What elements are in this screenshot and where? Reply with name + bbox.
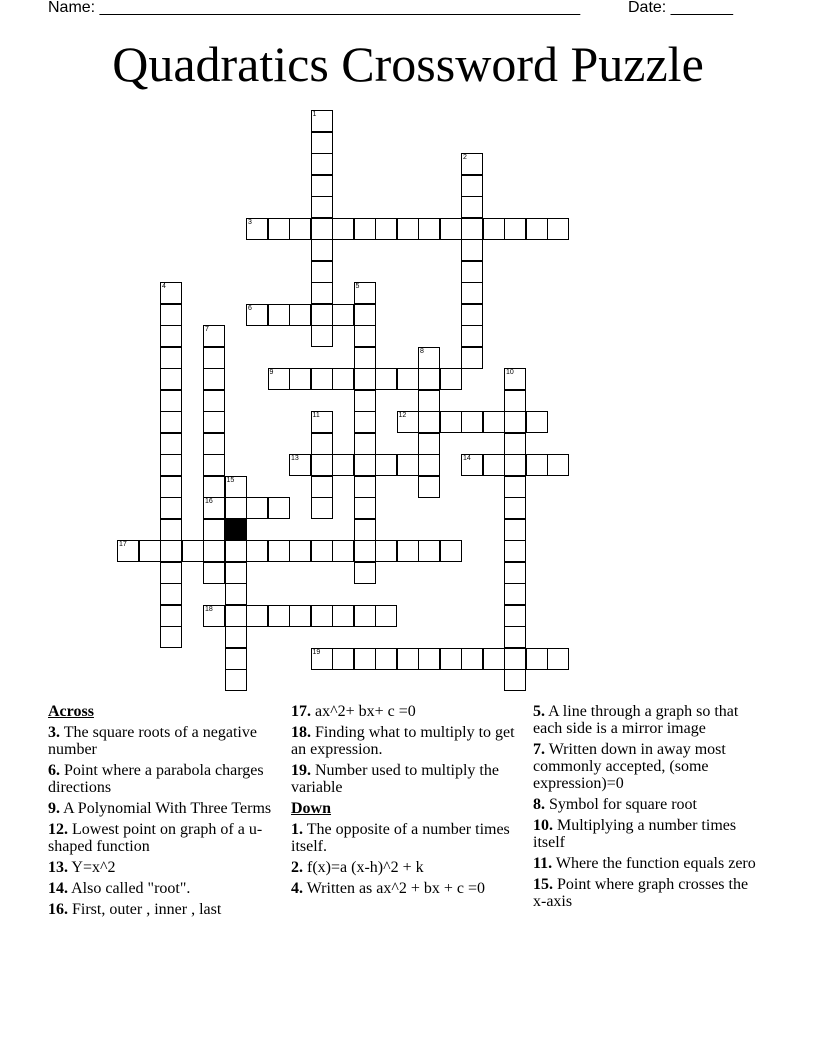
crossword-cell[interactable]: [375, 454, 397, 476]
clue-across: 6. Point where a parabola charges directions: [48, 762, 264, 796]
crossword-cell[interactable]: [160, 519, 182, 541]
crossword-cell[interactable]: [483, 218, 505, 240]
cell-number: 15: [226, 476, 235, 484]
cell-number: 4: [162, 283, 166, 290]
crossword-cell[interactable]: [203, 497, 225, 519]
crossword-cell[interactable]: [225, 605, 247, 627]
crossword-cell[interactable]: [504, 390, 526, 412]
cell-number: 12: [398, 412, 407, 419]
clue-across: 18. Finding what to multiply to get an expression.: [291, 724, 515, 758]
crossword-cell[interactable]: [483, 411, 505, 433]
crossword-cell[interactable]: [225, 540, 247, 562]
crossword-cell[interactable]: [311, 411, 333, 433]
crossword-cell[interactable]: [504, 476, 526, 498]
crossword-cell[interactable]: [461, 196, 483, 218]
cell-number: 1: [312, 111, 317, 118]
crossword-cell[interactable]: [504, 669, 526, 691]
crossword-cell[interactable]: [547, 454, 569, 476]
crossword-cell[interactable]: [160, 325, 182, 347]
crossword-cell[interactable]: [311, 454, 333, 476]
crossword-cell[interactable]: [397, 411, 419, 433]
crossword-cell[interactable]: [332, 304, 354, 326]
crossword-cell[interactable]: [203, 411, 225, 433]
crossword-cell[interactable]: [160, 368, 182, 390]
cell-number: 6: [248, 304, 252, 312]
crossword-cell[interactable]: [440, 368, 462, 390]
crossword-cell[interactable]: [160, 540, 182, 562]
crossword-cell[interactable]: [354, 562, 376, 584]
crossword-cell[interactable]: [311, 540, 333, 562]
clue-down: 5. A line through a graph so that each side is a mirror image: [533, 703, 739, 737]
crossword-cell[interactable]: [139, 540, 161, 562]
crossword-cell[interactable]: [483, 454, 505, 476]
crossword-cell[interactable]: [504, 562, 526, 584]
crossword-cell[interactable]: [225, 497, 247, 519]
crossword-cell[interactable]: [526, 218, 548, 240]
crossword-cell[interactable]: [483, 648, 505, 670]
crossword-cell[interactable]: [311, 110, 333, 132]
crossword-cell[interactable]: [268, 540, 290, 562]
crossword-cell[interactable]: [332, 648, 354, 670]
crossword-cell[interactable]: [289, 368, 311, 390]
clue-down: 11. Where the function equals zero: [533, 855, 756, 872]
crossword-cell[interactable]: [160, 347, 182, 369]
crossword-cell[interactable]: [354, 304, 376, 326]
clue-down: 10. Multiplying a number times itself: [533, 817, 737, 851]
crossword-cell[interactable]: [354, 519, 376, 541]
crossword-cell[interactable]: [504, 497, 526, 519]
crossword-cell[interactable]: [268, 497, 290, 519]
crossword-cell[interactable]: [225, 648, 247, 670]
crossword-cell[interactable]: [311, 153, 333, 175]
crossword-cell[interactable]: [289, 304, 311, 326]
crossword-cell[interactable]: [203, 562, 225, 584]
crossword-cell[interactable]: [246, 497, 268, 519]
crossword-cell[interactable]: [268, 368, 290, 390]
crossword-cell[interactable]: [418, 433, 440, 455]
cell-number: 5: [355, 283, 360, 290]
crossword-cell[interactable]: [332, 454, 354, 476]
crossword-cell[interactable]: [203, 605, 225, 627]
crossword-cell[interactable]: [311, 605, 333, 627]
clues-column-2: [291, 703, 516, 901]
crossword-cell[interactable]: [246, 304, 268, 326]
crossword-cell[interactable]: [311, 132, 333, 154]
crossword-cell[interactable]: [461, 347, 483, 369]
cell-number: 17: [119, 541, 127, 548]
crossword-cell[interactable]: [160, 626, 182, 648]
crossword-cell[interactable]: [289, 454, 311, 476]
cell-number: 19: [312, 648, 321, 656]
crossword-cell[interactable]: [418, 411, 440, 433]
crossword-cell[interactable]: [375, 540, 397, 562]
crossword-cell[interactable]: [504, 605, 526, 627]
crossword-cell[interactable]: [289, 218, 311, 240]
crossword-cell[interactable]: [375, 605, 397, 627]
cell-number: 9: [269, 369, 274, 376]
crossword-cell[interactable]: [160, 497, 182, 519]
crossword-cell[interactable]: [160, 282, 182, 304]
crossword-cell[interactable]: [268, 605, 290, 627]
crossword-cell[interactable]: [354, 347, 376, 369]
crossword-cell[interactable]: [397, 648, 419, 670]
crossword-cell[interactable]: [160, 390, 182, 412]
down-heading: Down: [291, 800, 332, 817]
crossword-cell[interactable]: [225, 476, 247, 498]
crossword-cell[interactable]: [203, 454, 225, 476]
crossword-cell[interactable]: [354, 433, 376, 455]
clues-column-3: [533, 703, 758, 914]
crossword-cell[interactable]: [526, 411, 548, 433]
cell-number: 3: [248, 218, 252, 226]
crossword-cell[interactable]: [311, 175, 333, 197]
crossword-cell[interactable]: [225, 626, 247, 648]
crossword-cell[interactable]: [375, 648, 397, 670]
crossword-cell[interactable]: [225, 562, 247, 584]
crossword-cell[interactable]: [504, 583, 526, 605]
across-heading: Across: [48, 703, 94, 720]
crossword-cell[interactable]: [440, 218, 462, 240]
crossword-cell[interactable]: [311, 325, 333, 347]
crossword-cell[interactable]: [160, 454, 182, 476]
crossword-cell[interactable]: [354, 648, 376, 670]
crossword-cell[interactable]: [504, 626, 526, 648]
crossword-cell[interactable]: [311, 282, 333, 304]
crossword-cell[interactable]: [246, 540, 268, 562]
crossword-cell[interactable]: [461, 282, 483, 304]
cell-number: 10: [506, 369, 514, 376]
crossword-cell[interactable]: [547, 218, 569, 240]
crossword-cell[interactable]: [418, 368, 440, 390]
clue-across: 9. A Polynomial With Three Terms: [48, 800, 272, 817]
crossword-cell[interactable]: [504, 411, 526, 433]
crossword-cell[interactable]: [203, 476, 225, 498]
crossword-cell[interactable]: [311, 368, 333, 390]
clue-across: 17. ax^2+ bx+ c =0: [291, 703, 416, 720]
crossword-cell[interactable]: [354, 368, 376, 390]
crossword-cell[interactable]: [160, 562, 182, 584]
crossword-cell[interactable]: [440, 540, 462, 562]
crossword-cell[interactable]: [160, 304, 182, 326]
cell-number: 2: [463, 154, 467, 161]
crossword-cell[interactable]: [117, 540, 139, 562]
crossword-cell[interactable]: [461, 304, 483, 326]
crossword-cell[interactable]: [311, 497, 333, 519]
crossword-cell[interactable]: [418, 648, 440, 670]
crossword-cell[interactable]: [160, 433, 182, 455]
crossword-cell[interactable]: [268, 304, 290, 326]
crossword-cell[interactable]: [354, 540, 376, 562]
crossword-cell[interactable]: [203, 347, 225, 369]
cell-number: 16: [205, 498, 213, 505]
crossword-cell[interactable]: [504, 540, 526, 562]
crossword-cell[interactable]: [182, 540, 204, 562]
clue-across: 19. Number used to multiply the variable: [291, 762, 499, 796]
crossword-cell[interactable]: [440, 411, 462, 433]
crossword-cell[interactable]: [160, 605, 182, 627]
clue-down: 8. Symbol for square root: [533, 796, 697, 813]
crossword-cell[interactable]: [418, 347, 440, 369]
crossword-cell[interactable]: [311, 218, 333, 240]
crossword-cell[interactable]: [332, 540, 354, 562]
crossword-cell[interactable]: [440, 648, 462, 670]
crossword-cell[interactable]: [461, 175, 483, 197]
crossword-cell[interactable]: [461, 218, 483, 240]
crossword-cell[interactable]: [418, 390, 440, 412]
crossword-cell[interactable]: [418, 540, 440, 562]
crossword-cell[interactable]: [397, 540, 419, 562]
crossword-cell[interactable]: [504, 433, 526, 455]
crossword-cell[interactable]: [246, 218, 268, 240]
cell-number: 11: [312, 412, 320, 419]
crossword-cell[interactable]: [354, 390, 376, 412]
crossword-cell[interactable]: [418, 218, 440, 240]
crossword-cell[interactable]: [461, 261, 483, 283]
crossword-cell[interactable]: [225, 669, 247, 691]
crossword-cell[interactable]: [504, 519, 526, 541]
crossword-cell[interactable]: [461, 411, 483, 433]
crossword-cell[interactable]: [418, 454, 440, 476]
cell-number: 18: [205, 605, 213, 613]
crossword-cell[interactable]: [311, 433, 333, 455]
crossword-cell[interactable]: [160, 411, 182, 433]
crossword-cell[interactable]: [354, 476, 376, 498]
clue-across: 13. Y=x^2: [48, 859, 116, 876]
crossword-cell[interactable]: [504, 368, 526, 390]
clue-across: 3. The square roots of a negative number: [48, 724, 257, 758]
crossword-cell[interactable]: [160, 583, 182, 605]
cell-number: 8: [420, 347, 424, 355]
crossword-cell[interactable]: [289, 605, 311, 627]
crossword-cell[interactable]: [203, 390, 225, 412]
crossword-cell[interactable]: [526, 454, 548, 476]
name-field: Name: ______________________________________________________: [48, 0, 581, 16]
black-cell: [225, 519, 247, 541]
crossword-cell[interactable]: [354, 454, 376, 476]
crossword-cell[interactable]: [203, 519, 225, 541]
cell-number: 7: [205, 326, 209, 333]
crossword-cell[interactable]: [504, 454, 526, 476]
crossword-cell[interactable]: [203, 368, 225, 390]
crossword-cell[interactable]: [311, 304, 333, 326]
clue-down: 1. The opposite of a number times itself.: [291, 821, 510, 855]
crossword-cell[interactable]: [397, 368, 419, 390]
clue-down: 7. Written down in away most commonly accepted, (some expression)=0: [533, 741, 726, 792]
crossword-cell[interactable]: [203, 325, 225, 347]
crossword-cell[interactable]: [289, 540, 311, 562]
clue-down: 2. f(x)=a (x-h)^2 + k: [291, 859, 424, 876]
crossword-cell[interactable]: [332, 368, 354, 390]
crossword-cell[interactable]: [311, 239, 333, 261]
crossword-cell[interactable]: [547, 648, 569, 670]
crossword-cell[interactable]: [354, 282, 376, 304]
crossword-cell[interactable]: [526, 648, 548, 670]
crossword-cell[interactable]: [311, 196, 333, 218]
crossword-cell[interactable]: [311, 648, 333, 670]
crossword-cell[interactable]: [461, 239, 483, 261]
clue-across: 12. Lowest point on graph of a u-shaped function: [48, 821, 263, 855]
clue-down: 15. Point where graph crosses the x-axis: [533, 876, 749, 910]
crossword-cell[interactable]: [504, 218, 526, 240]
date-field: Date: _______: [628, 0, 733, 16]
crossword-cell[interactable]: [375, 368, 397, 390]
crossword-cell[interactable]: [354, 497, 376, 519]
crossword-cell[interactable]: [268, 218, 290, 240]
crossword-cell[interactable]: [354, 605, 376, 627]
crossword-cell[interactable]: [375, 218, 397, 240]
crossword-cell[interactable]: [311, 261, 333, 283]
cell-number: 13: [291, 455, 299, 462]
crossword-cell[interactable]: [397, 454, 419, 476]
crossword-cell[interactable]: [203, 540, 225, 562]
crossword-cell[interactable]: [397, 218, 419, 240]
clue-down: 4. Written as ax^2 + bx + c =0: [291, 880, 486, 897]
crossword-cell[interactable]: [203, 433, 225, 455]
page-title: Quadratics Crossword Puzzle: [112, 36, 704, 92]
crossword-cell[interactable]: [354, 218, 376, 240]
crossword-cell[interactable]: [332, 218, 354, 240]
crossword-cell[interactable]: [461, 325, 483, 347]
crossword-cell[interactable]: [246, 605, 268, 627]
cell-number: 14: [463, 455, 471, 462]
crossword-cell[interactable]: [311, 476, 333, 498]
clue-across: 14. Also called "root".: [48, 880, 191, 897]
crossword-cell[interactable]: [160, 476, 182, 498]
crossword-cell[interactable]: [461, 454, 483, 476]
crossword-cell[interactable]: [504, 648, 526, 670]
crossword-cell[interactable]: [461, 153, 483, 175]
crossword-cell[interactable]: [461, 648, 483, 670]
crossword-cell[interactable]: [332, 605, 354, 627]
crossword-cell[interactable]: [354, 411, 376, 433]
crossword-cell[interactable]: [354, 325, 376, 347]
clues-column-1: [48, 703, 273, 922]
crossword-cell[interactable]: [225, 583, 247, 605]
crossword-cell[interactable]: [418, 476, 440, 498]
clue-across: 16. First, outer , inner , last: [48, 901, 222, 918]
